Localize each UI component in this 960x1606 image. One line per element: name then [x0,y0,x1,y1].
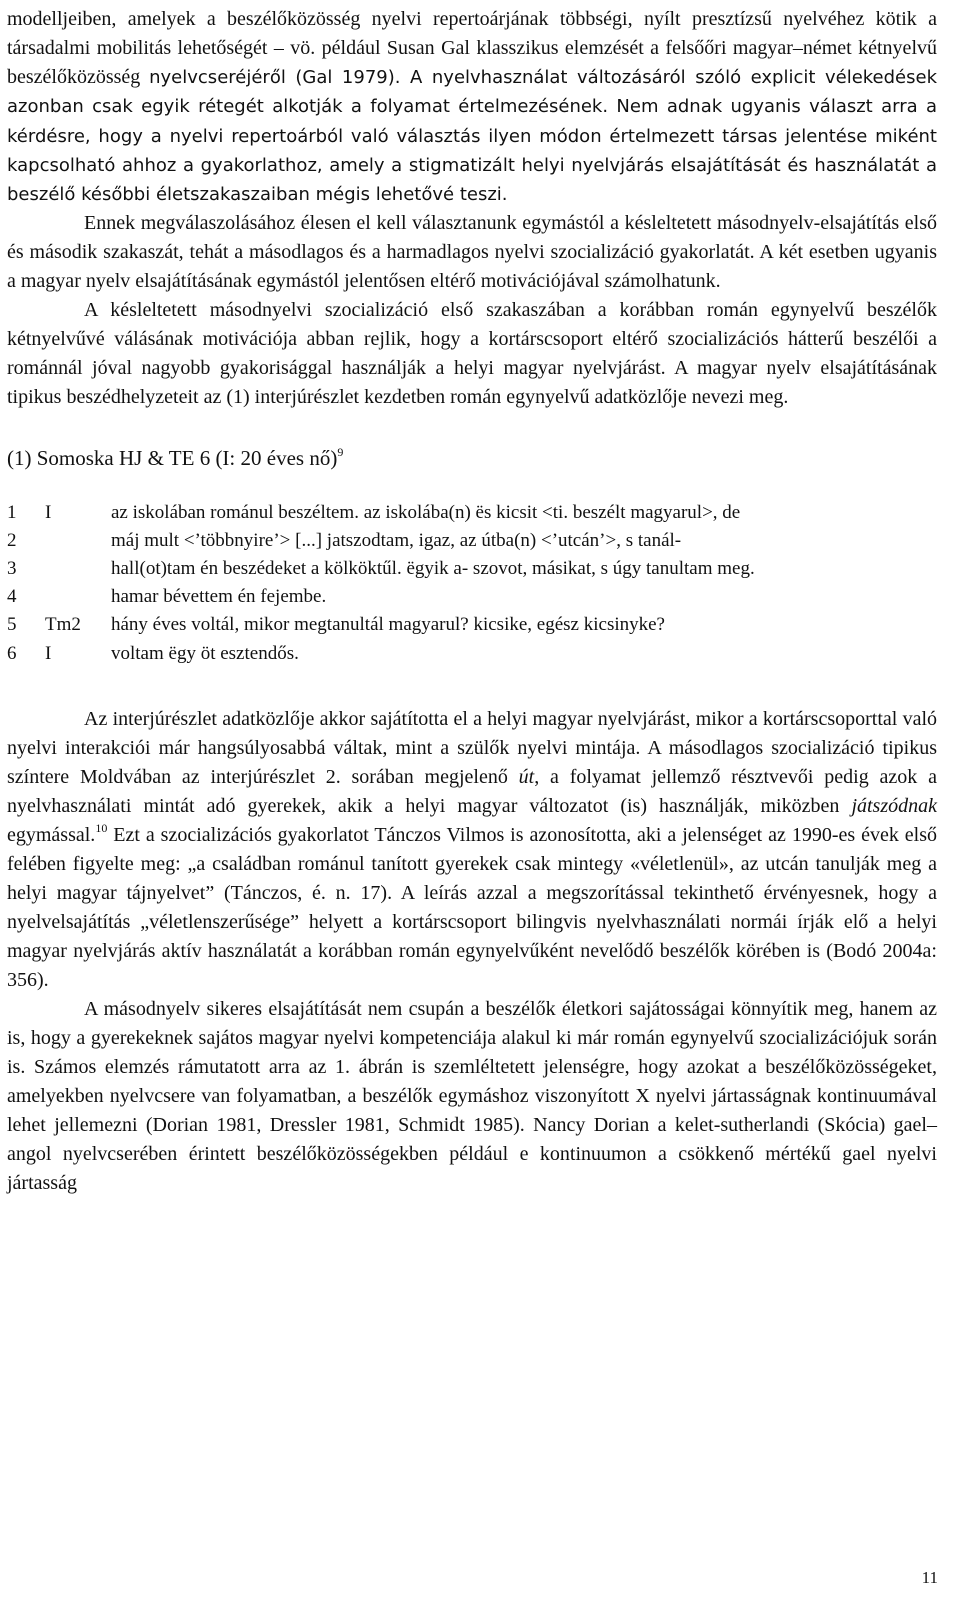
paragraph-2: Ennek megválaszolásához élesen el kell választanunk egymástól a késleltetett másodnyelv-elsajátítás első és második szakaszát, tehát a másodlagos és a harmadlagos nyelvi szocializáció gyakorlatát. A két esetben ugyanis a magyar nyelv elsajátításának egymástól jelentősen eltérő motivációjával számolhatunk. [7,212,937,293]
utterance-text: máj mult <’többnyire’> [...] jatszodtam, igaz, az útba(n) <’utcán’>, s tanál- [111,529,682,551]
paragraph-5: A másodnyelv sikeres elsajátítását nem csupán a beszélők életkori sajátosságai könnyítik meg, hanem az is, hogy a gyerekeknek sajátos magyar nyelvi kompetenciája alakul ki már román egynyelvű szocializációjuk során is. Számos elemzés rámutatott arra az 1. ábrán is szemléltetett jelenségre, hogy azokat a beszélőközösségeket, amelyekben nyelvcsere van folyamatban, a beszélők egymáshoz viszonyított X nyelvi jártasságnak kontinuumával lehet jellemezni (Dorian 1981, Dressler 1981, Schmidt 1985). Nancy Dorian a kelet-sutherlandi (Skócia) gael–angol nyelvcserében érintett beszélőközösségekben például e kontinuumon a csökkenő mértékű gael nyelvi jártasság [7,997,937,1194]
utterance-text: hall(ot)tam én beszédeket a kölköktűl. ëgyik a- szovot, másikat, s úgy tanultam meg. [111,557,755,579]
line-number: 5 [7,614,17,636]
speaker-code: Tm2 [45,614,81,636]
speaker-code: I [45,642,52,664]
document-page [7,5,937,1198]
footnote-marker: 10 [95,820,108,835]
paragraph-intro-serif: modelljeiben, amelyek a beszélőközösség nyelvi repertoárjának többségi, nyílt presztízsű nyelvéhez kötik a társadalmi mobilitás lehetőségét – vö. például Susan Gal klasszikus elemzését a felsőőri magyar–német kétnyelvű beszélőközösség [7,8,937,88]
utterance-text: voltam ëgy öt esztendős. [111,642,299,664]
speaker-code: I [45,501,52,523]
utterance-text: hamar bévettem én fejembe. [111,586,327,608]
transcript-line [7,639,937,667]
transcript-line [7,555,937,583]
utterance-text: hány éves voltál, mikor megtanultál magyarul? kicsike, egész kicsinyke? [111,614,665,636]
line-number: 4 [7,586,17,608]
interview-transcript [7,498,937,667]
transcript-line [7,583,937,611]
transcript-line [7,527,937,555]
paragraph-intro [7,5,937,209]
utterance-text: az iskolában románul beszéltem. az iskolába(n) ës kicsit <ti. beszélt magyarul>, de [111,501,741,523]
transcript-line [7,498,937,526]
paragraph-intro-sans: nyelvcseréjéről (Gal 1979). A nyelvhasználat változásáról szóló explicit vélekedések azonban csak egyik rétegét alkotják a folyamat értelmezésének. Nem adnak ugyanis választ arra a kérdésre, hogy a nyelvi repertoárból való választás ilyen módon értelmezett társas jelentése miként kapcsolható ahhoz a gyakorlathoz, amely a stigmatizált helyi nyelvjárás elsajátítását és használatát a beszélő későbbi életszakaszaiban mégis lehetővé teszi. [7,67,938,206]
paragraph-4 [7,705,937,995]
example-heading [7,444,937,472]
transcript-line [7,611,937,639]
paragraph-3: A késleltetett másodnyelvi szocializáció első szakaszában a korábban román egynyelvű beszélők kétnyelvűvé válásának motivációja abban rejlik, hogy a kortárscsoport eltérő szocializációs hátterű beszélői a románnál jóval nagyobb gyakorisággal használják a helyi magyar nyelvjárást. A magyar nyelv elsajátításának tipikus beszédhelyzeteit az (1) interjúrészlet kezdetben román egynyelvű adatközlője nevezi meg. [7,299,937,409]
line-number: 6 [7,642,17,664]
paragraph-4-text: egymással. [7,823,96,846]
line-number: 3 [7,557,17,579]
emphasis-ut: út [518,765,535,788]
line-number: 2 [7,529,17,551]
paragraph-4-text: Ezt a szocializációs gyakorlatot Tánczos Vilmos is azonosította, aki a jelenséget az 1990-es évek első felében figyelte meg: „a családban románul tanított gyerekek csak mintegy «véletlenül», az utcán tanulják meg a helyi magyar tájnyelvet” (Tánczos, é. n. 17). A leírás azzal a megszorítással tekinthető érvényesnek, hogy a nyelvelsajátítás „véletlenszerűsége” helyett a kortárscsoport bilingvis nyelvhasználati normái írják elő a helyi magyar nyelvjárás aktív használatát a korábban román egynyelvűként nevelődő beszélők körében is (Bodó 2004a: 356). [7,823,938,991]
example-heading-text: (1) Somoska HJ & TE 6 (I: 20 éves nő) [7,446,338,471]
paragraph-4-text: , a folyamat jellemző résztvevői pedig azok a nyelvhasználati mintát adó gyerekek, akik a helyi magyar változatot (is) használják, miközben [7,765,938,817]
page-number: 11 [921,1568,938,1587]
footnote-marker: 9 [337,445,344,460]
paragraph-4-text: Az interjúrészlet adatközlője akkor sajátította el a helyi magyar nyelvjárást, mikor a kortárscsoporttal való nyelvi interakciói már hangsúlyosabbá váltak, mint a szülők nyelvi mintája. A másodlagos szocializáció tipikus színtere Moldvában az interjúrészlet 2. sorában megjelenő [7,707,937,788]
emphasis-jatszodnak: játszódnak [851,794,937,817]
line-number: 1 [7,501,17,523]
